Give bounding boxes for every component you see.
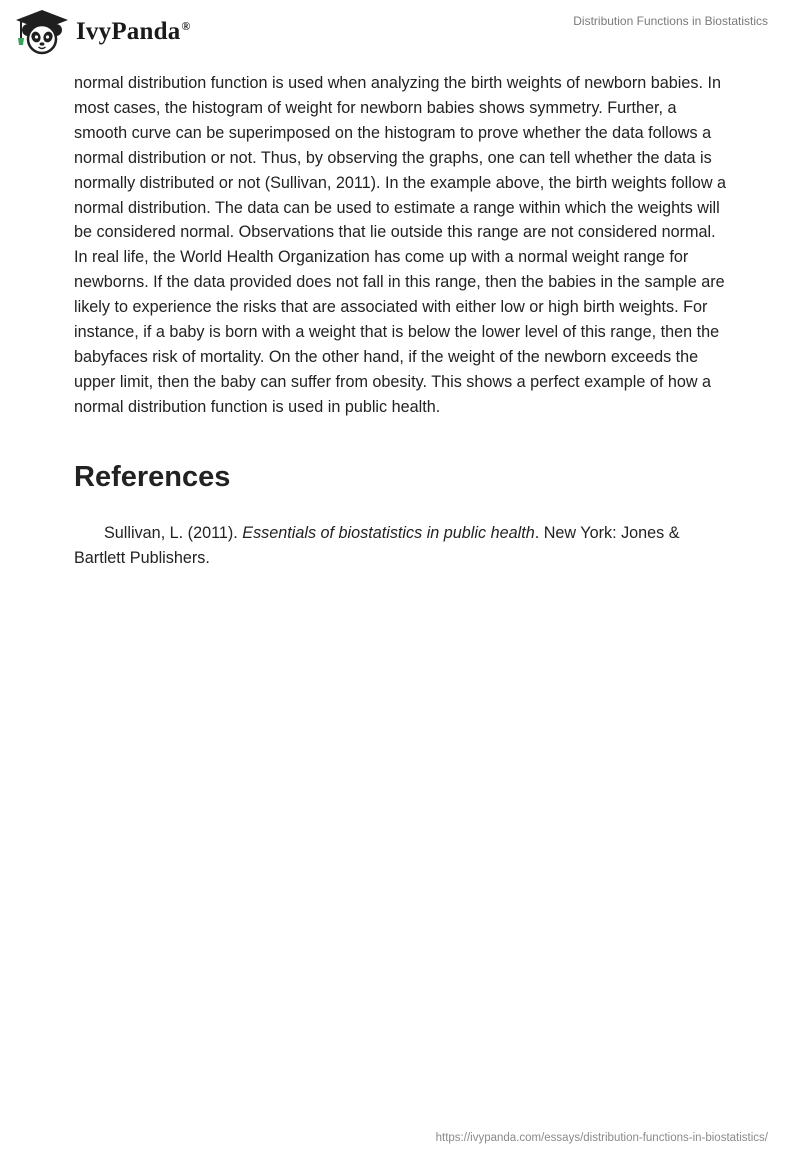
reference-entry: [74, 521, 729, 571]
reference-title: Essentials of biostatistics in public health: [242, 524, 535, 542]
reference-author-year: Sullivan, L. (2011).: [104, 524, 243, 542]
logo-wordmark: IvyPanda®: [76, 18, 191, 45]
ivypanda-logo[interactable]: [14, 8, 191, 56]
panda-graduation-icon: [14, 8, 70, 56]
document-title: Distribution Functions in Biostatistics: [573, 14, 768, 28]
references-heading: References: [74, 461, 231, 493]
page-header: [0, 0, 800, 70]
body-paragraph: normal distribution function is used when analyzing the birth weights of newborn babies. In most cases, the histogram of weight for newborn babies shows symmetry. Further, a smooth curve can be superimposed on the histogram to prove whether the data follows a normal distribution or not. Thus, by observing the graphs, one can tell whether the data is normally distributed or not (Sullivan, 2011). In the example above, the birth weights follow a normal distribution. The data can be used to estimate a range within which the weights will be considered normal. Observations that lie outside this range are not considered normal. In real life, the World Health Organization has come up with a normal weight range for newborns. If the data provided does not fall in this range, then the babies in the sample are likely to experience the risks that are associated with either low or high birth weights. For instance, if a baby is born with a weight that is below the lower level of this range, then the babyfaces risk of mortality. On the other hand, if the weight of the newborn exceeds the upper limit, then the baby can suffer from obesity. This shows a perfect example of how a normal distribution function is used in public health.: [74, 74, 727, 416]
registered-mark: ®: [181, 18, 191, 33]
footer-url[interactable]: https://ivypanda.com/essays/distribution-functions-in-biostatistics/: [435, 1132, 768, 1144]
reference-publisher: . New York: Jones & Bartlett Publishers.: [74, 524, 680, 567]
